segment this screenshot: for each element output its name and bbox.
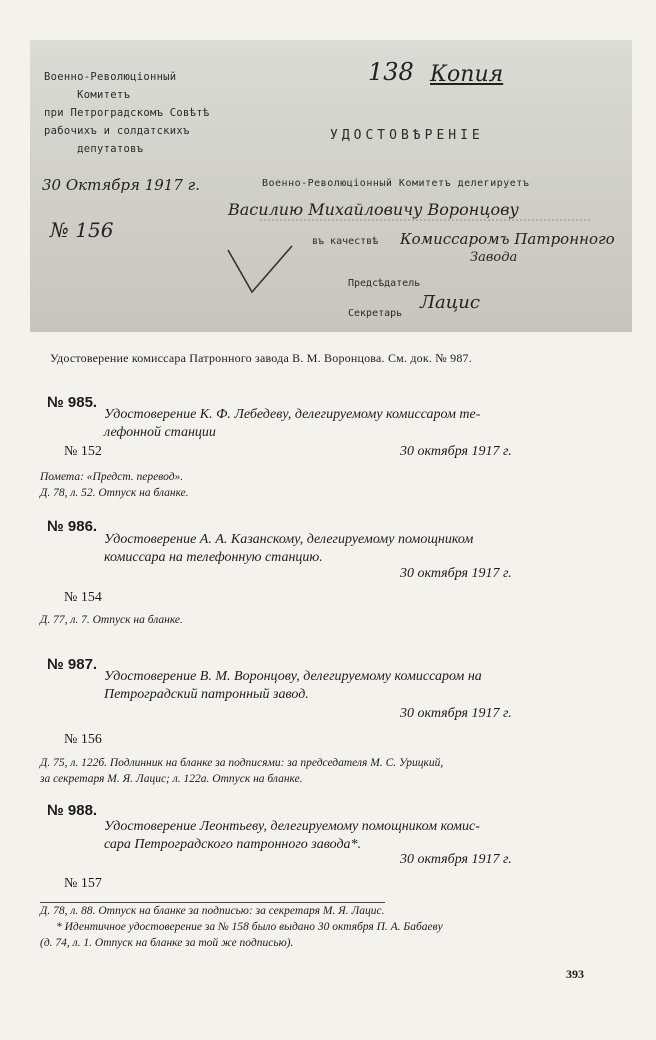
top-number: 138 bbox=[368, 58, 414, 86]
document-photo bbox=[30, 40, 632, 332]
doc-note-986-1: Д. 77, л. 7. Отпуск на бланке. bbox=[40, 614, 183, 626]
doc-no-987: № 156 bbox=[64, 732, 102, 747]
doc-title-986-line2: комиссара на телефонную станцию. bbox=[104, 550, 323, 565]
doc-number-988: № 988. bbox=[47, 802, 98, 819]
doc-no-988: № 157 bbox=[64, 876, 102, 891]
doc-note-988-2: * Идентичное удостоверение за № 158 было выдано 30 октября П. А. Бабаеву bbox=[56, 921, 443, 933]
delegates-line: Военно-Революцiонный Комитетъ делегируетъ bbox=[262, 178, 530, 189]
doc-note-988-3: (д. 74, л. 1. Отпуск на бланке за той же подписью). bbox=[40, 937, 294, 949]
doc-note-987-2: за секретаря М. Я. Лацис; л. 122а. Отпуск на бланке. bbox=[40, 773, 303, 785]
doc-note-988-1: Д. 78, л. 88. Отпуск на бланке за подписью: за секретаря М. Я. Лацис. bbox=[40, 902, 385, 919]
signature: Лацис bbox=[420, 292, 480, 313]
doc-no-985: № 152 bbox=[64, 444, 102, 459]
doc-title-985-line2: лефонной станции bbox=[104, 425, 216, 440]
doc-number-986: № 986. bbox=[47, 518, 98, 535]
secretary-label: Секретарь bbox=[348, 308, 403, 319]
doc-title-986-line1: Удостоверение А. А. Казанскому, делегируемому помощником bbox=[104, 532, 474, 547]
chairman-label: Предсѣдатель bbox=[348, 278, 421, 289]
page-number: 393 bbox=[566, 967, 584, 981]
handwritten-number: № 156 bbox=[50, 218, 114, 242]
doc-title-987-line1: Удостоверение В. М. Воронцову, делегируемому комиссаром на bbox=[104, 669, 482, 684]
doc-title-987-line2: Петроградский патронный завод. bbox=[104, 687, 309, 702]
doc-date-987: 30 октября 1917 г. bbox=[400, 706, 512, 721]
certificate-title: УДОСТОВѢРЕНIЕ bbox=[330, 128, 484, 143]
doc-title-985-line1: Удостоверение К. Ф. Лебедеву, делегируемому комиссаром те- bbox=[104, 407, 481, 422]
doc-date-985: 30 октября 1917 г. bbox=[400, 444, 512, 459]
doc-date-986: 30 октября 1917 г. bbox=[400, 566, 512, 581]
handwritten-date: 30 Октября 1917 г. bbox=[42, 176, 201, 194]
doc-title-988-line1: Удостоверение Леонтьеву, делегируемому помощником комис- bbox=[104, 819, 480, 834]
handwritten-name: Василию Михайловичу Воронцову bbox=[228, 200, 519, 219]
doc-note-987-1: Д. 75, л. 122б. Подлинник на бланке за подписями: за председателя М. С. Урицкий, bbox=[40, 757, 444, 769]
check-mark-icon bbox=[30, 40, 632, 332]
handwritten-position: Комиссаромъ Патронного bbox=[400, 230, 615, 248]
doc-number-987: № 987. bbox=[47, 656, 98, 673]
doc-number-985: № 985. bbox=[47, 394, 98, 411]
doc-note-985-2: Д. 78, л. 52. Отпуск на бланке. bbox=[40, 487, 189, 499]
org-header: Военно-Революцiонный Комитетъ при Петроградскомъ Совѣтѣ рабочихъ и солдатскихъ депутатовъ bbox=[44, 71, 210, 155]
photo-caption: Удостоверение комиссара Патронного завода В. М. Воронцова. См. док. № 987. bbox=[50, 351, 472, 365]
doc-date-988: 30 октября 1917 г. bbox=[400, 852, 512, 867]
handwritten-position-2: Завода bbox=[470, 250, 518, 265]
doc-no-986: № 154 bbox=[64, 590, 102, 605]
copy-mark: Копия bbox=[430, 62, 504, 87]
doc-title-988-line2: сара Петроградского патронного завода*. bbox=[104, 837, 362, 852]
doc-note-985-1: Помета: «Предст. перевод». bbox=[40, 471, 184, 483]
in-capacity-label: въ качествѣ bbox=[312, 236, 379, 247]
